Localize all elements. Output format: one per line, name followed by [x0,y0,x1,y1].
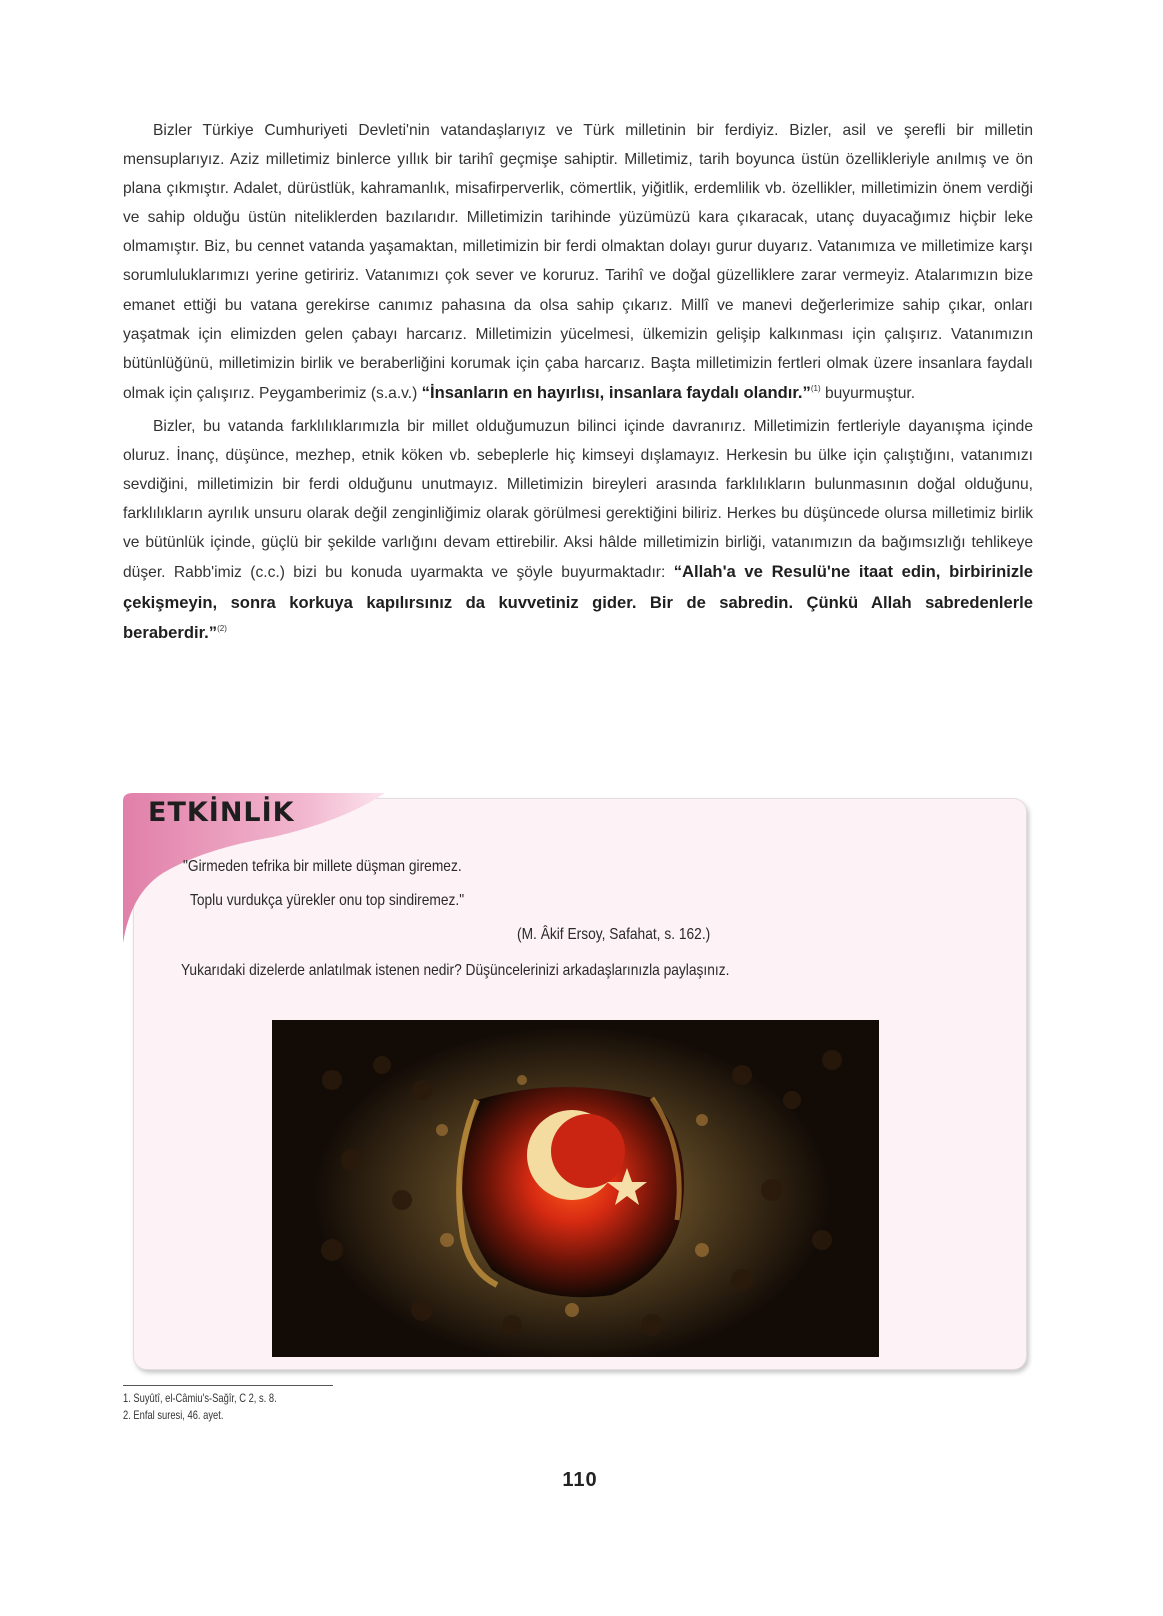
flag-crowd-photo [272,1020,879,1357]
main-text [123,116,1033,652]
footnote-ref-1: (1) [810,383,821,393]
paragraph-1: Bizler Türkiye Cumhuriyeti Devleti'nin vatandaşlarıyız ve Türk milletinin bir ferdiyiz. Bizler, asil ve şerefli bir milletin mensuplarıyız. Aziz milletimiz binlerce yıllık bir tarihî geçmişe sahiptir. Milletimiz, tarih boyunca üstün özellikleriyle anılmış ve ön plana çıkmıştır. Adalet, dürüstlük, kahramanlık, misafirperverlik, cömertlik, yiğitlik, erdemlilik vb. özellikler, milletimizin önem verdiği ve sahip olduğu üstün niteliklerden bazılarıdır. Milletimizin tarihinde yüzümüzü kara çıkaracak, utanç duyacağımız hiçbir leke olmamıştır. Biz, bu cennet vatanda yaşamaktan, milletimizin bir ferdi olmaktan dolayı gurur duyarız. Vatanımıza ve milletimize karşı sorumluluklarımızı yerine getiririz. Vatanımızı çok sever ve koruruz. Tarihî ve doğal güzelliklere zarar vermeyiz. Atalarımızın bize emanet ettiği bu vatana gerekirse canımız pahasına da olsa sahip çıkarız. Millî ve manevi değerlerimize sahip çıkar, onları yaşatmak için elimizden gelen çabayı harcarız. Milletimizin yücelmesi, ülkemizin gelişip kalkınması için çalışırız. Vatanımızın bütünlüğünü, milletimizin birlik ve beraberliğini korumak için çaba harcarız. Başta milletimizin fertleri olmak üzere insanlara faydalı olmak için çalışırız. Peygamberimiz (s.a.v.) “İnsanların en hayırlısı, insanlara faydalı olandır.”$^{(1)}$ buyurmuştur. [123,122,1033,402]
footnote-1: 1. Suyûtî, el-Câmiu's-Sağîr, C 2, s. 8. [123,1391,277,1405]
poem-line-1: "Girmeden tefrika bir millete düşman giremez. [183,858,462,875]
page-number: 110 [562,1469,598,1491]
hadith-quote: “İnsanların en hayırlısı, insanlara faydalı olandır.” [421,382,811,402]
poem-citation: (M. Âkif Ersoy, Safahat, s. 162.) [517,926,711,943]
activity-question: Yukarıdaki dizelerde anlatılmak istenen nedir? Düşüncelerinizi arkadaşlarınızla paylaşınız. [181,962,730,979]
activity-title: ETKİNLİK [148,797,295,828]
footnote-ref-2: (2) [217,623,227,633]
paragraph-2: Bizler, bu vatanda farklılıklarımızla bir millet olduğumuzun bilinci içinde davranırız. Milletimizin fertleriyle dayanışma içinde oluruz. İnanç, düşünce, mezhep, etnik köken vb. sebeplerle hiç kimseyi dışlamayız. Herkesin bu ülke için çalıştığını, vatanımızı sevdiğini, milletimizin bir ferdi olduğunu unutmayız. Milletimizin bireyleri arasında farklılıkların bulunmasının doğal olduğunu, farklılıkların ayrılık unsuru olarak değil zenginliğimiz olarak görülmesi gerektiğini biliriz. Herkes bu düşüncede olursa milletimiz birlik ve bütünlük içinde, güçlü bir şekilde varlığını devam ettirebilir. Aksi hâlde milletimizin birliği, vatanımızın da bağımsızlığı tehlikeye düşer. Rabb'imiz (c.c.) bizi bu konuda uyarmakta ve şöyle buyurmaktadır: “Allah'a ve Resulü'ne itaat edin, birbirinizle çekişmeyin, sonra korkuya kapılırsınız da kuvvetiniz gider. Bir de sabredin. Çünkü Allah sabredenlerle beraberdir.”$^{(2)}$ [123,417,1033,642]
verse-quote: “Allah'a ve Resulü'ne itaat edin, birbirinizle çekişmeyin, sonra korkuya kapılırsınız da kuvvetiniz gider. Bir de sabredin. Çünkü Allah sabredenlerle beraberdir.” [123,562,1033,642]
footnote-divider [123,1385,333,1386]
footnote-2: 2. Enfal suresi, 46. ayet. [123,1408,224,1422]
poem-line-2: Toplu vurdukça yürekler onu top sindiremez." [190,892,465,909]
